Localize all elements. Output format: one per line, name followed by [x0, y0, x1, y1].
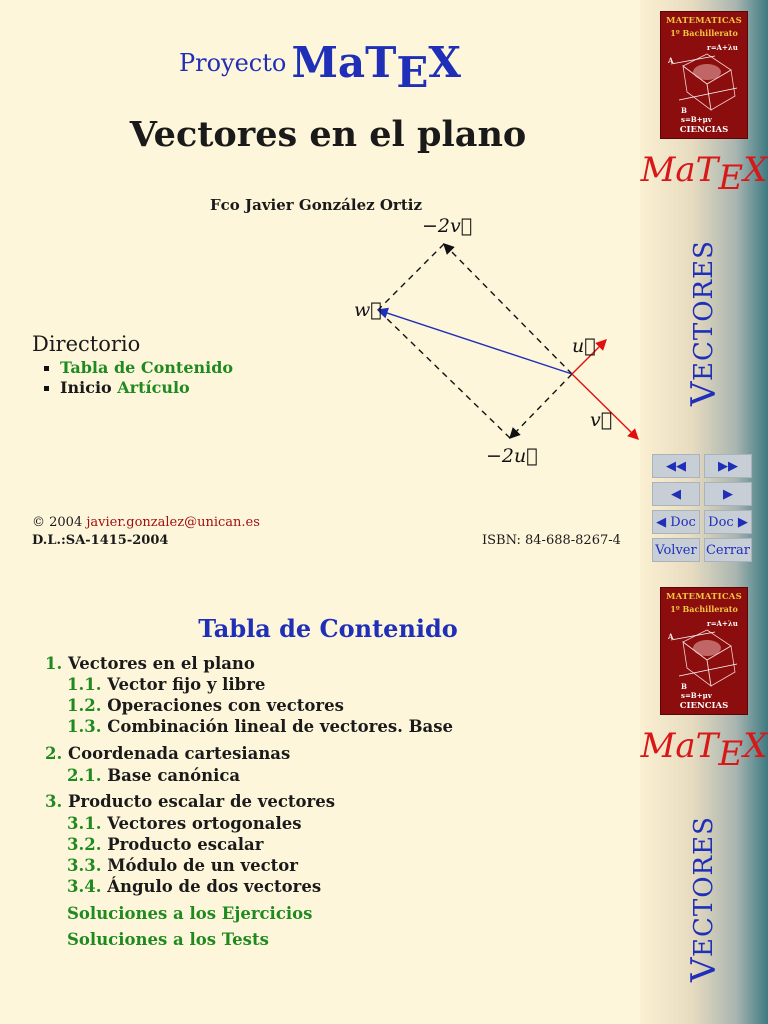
cover-bottom-label: CIENCIAS: [679, 125, 729, 135]
directorio-list: [32, 358, 233, 398]
next-page-button[interactable]: ▶: [704, 482, 752, 506]
sidebar-top: [640, 0, 768, 576]
title-page: [0, 0, 640, 576]
toc-item[interactable]: [67, 814, 302, 833]
toc-num: 3.3.: [67, 856, 102, 875]
cover-title: MATEMATICAS: [666, 16, 742, 26]
toc-num: 1.2.: [67, 696, 102, 715]
sidebar-section-title: [680, 810, 728, 988]
toc-item[interactable]: [67, 835, 263, 854]
toc-num: 3.1.: [67, 814, 102, 833]
copyright: [32, 515, 260, 530]
articulo-link[interactable]: Artículo: [117, 378, 190, 397]
toc-text: Producto escalar de vectores: [67, 792, 335, 811]
toc-num: 1.3.: [67, 717, 102, 736]
cover-a: A: [668, 632, 674, 641]
email-link[interactable]: javier.gonzalez@unican.es: [86, 515, 260, 530]
back-button[interactable]: Volver: [652, 538, 700, 562]
side-matex-x: X: [743, 726, 768, 766]
sidebar-bottom: [640, 576, 768, 1024]
cover-eq2: s=B+μv: [681, 691, 712, 700]
label-w: w⃗: [354, 299, 382, 321]
toc-title: Tabla de Contenido: [198, 614, 458, 643]
cover-subtitle: 1º Bachillerato: [670, 28, 738, 38]
label-minus2v: −2v⃗: [422, 215, 473, 237]
last-page-button[interactable]: ▶▶: [704, 454, 752, 478]
toc-link[interactable]: Tabla de Contenido: [60, 358, 234, 377]
vectores-rest: ECTORES: [689, 240, 719, 382]
inicio-label: Inicio: [60, 378, 112, 397]
directorio-heading: Directorio: [32, 332, 141, 356]
matex-ma: MaT: [291, 38, 397, 87]
toc-item[interactable]: [67, 877, 321, 896]
toc-text: Vector fijo y libre: [107, 675, 266, 694]
toc-item[interactable]: [67, 696, 344, 715]
toc-text: Base canónica: [107, 766, 241, 785]
label-v: v⃗: [590, 409, 613, 431]
toc-page: [0, 576, 640, 1024]
toc-item[interactable]: [45, 654, 255, 673]
cover-b: B: [681, 682, 687, 691]
cover-subtitle: 1º Bachillerato: [670, 604, 738, 614]
toc-num: 1.: [45, 654, 63, 673]
sidebar-matex-logo: [640, 726, 768, 774]
dashed-side-bottom: [378, 310, 510, 438]
vectores-initial: V: [684, 381, 724, 406]
cover-eq1: r=A+λu: [707, 619, 738, 628]
document-title: Vectores en el plano: [129, 114, 527, 155]
toc-text: Coordenada cartesianas: [67, 744, 291, 763]
toc-num: 3.: [45, 792, 63, 811]
toc-text: Módulo de un vector: [107, 856, 298, 875]
isbn: ISBN: 84-688-8267-4: [482, 533, 621, 548]
book-cover: [660, 11, 748, 139]
proyecto-label: Proyecto: [178, 49, 287, 77]
cover-b: B: [681, 106, 687, 115]
toc-item[interactable]: [67, 717, 453, 736]
cover-eq2: s=B+μv: [681, 115, 712, 124]
side-matex-x: X: [743, 150, 768, 190]
matex-e: E: [396, 48, 429, 97]
first-page-button[interactable]: ◀◀: [652, 454, 700, 478]
toc-item[interactable]: [67, 766, 240, 785]
cover-eq1: r=A+λu: [707, 43, 738, 52]
legal-deposit: D.L.:SA-1415-2004: [32, 533, 169, 548]
toc-text: Combinación lineal de vectores. Base: [107, 717, 454, 736]
cover-a: A: [668, 56, 674, 65]
copyright-year: © 2004: [32, 515, 83, 530]
sidebar-section-title: [680, 234, 728, 412]
minus2u-vector: [510, 374, 572, 438]
label-minus2u: −2u⃗: [486, 445, 538, 467]
sidebar-matex-logo: [640, 150, 768, 198]
toc-num: 1.1.: [67, 675, 102, 694]
solutions-exercises-link[interactable]: Soluciones a los Ejercicios: [67, 904, 313, 923]
solutions-tests-link[interactable]: Soluciones a los Tests: [67, 930, 269, 949]
toc-text: Ángulo de dos vectores: [107, 877, 322, 896]
toc-text: Operaciones con vectores: [107, 696, 344, 715]
directorio-item-toc: [60, 358, 233, 378]
side-matex-e: E: [718, 734, 744, 774]
cover-illustration-icon: [665, 40, 745, 124]
toc-item[interactable]: [45, 792, 335, 811]
matex-x: X: [428, 38, 462, 87]
toc-text: Producto escalar: [107, 835, 264, 854]
toc-text: Vectores ortogonales: [107, 814, 302, 833]
book-cover: [660, 587, 748, 715]
project-heading: [0, 38, 640, 97]
label-u: u⃗: [572, 335, 596, 357]
toc-text: Vectores en el plano: [67, 654, 255, 673]
vector-diagram: [340, 210, 645, 470]
toc-item[interactable]: [45, 744, 290, 763]
side-matex-ma: MaT: [640, 726, 719, 766]
author: Fco Javier González Ortiz: [210, 196, 422, 214]
dashed-side-top: [378, 244, 444, 310]
prev-page-button[interactable]: ◀: [652, 482, 700, 506]
side-matex-ma: MaT: [640, 150, 719, 190]
w-vector: [378, 310, 572, 374]
toc-item[interactable]: [67, 675, 265, 694]
close-button[interactable]: Cerrar: [704, 538, 752, 562]
next-doc-button[interactable]: Doc ▶: [704, 510, 752, 534]
toc-num: 3.4.: [67, 877, 102, 896]
directorio-item-inicio: [60, 378, 233, 398]
cover-title: MATEMATICAS: [666, 592, 742, 602]
toc-item[interactable]: [67, 856, 298, 875]
vectores-initial: V: [684, 957, 724, 982]
minus2v-vector: [444, 244, 572, 374]
vectores-rest: ECTORES: [689, 816, 719, 958]
cover-bottom-label: CIENCIAS: [679, 701, 729, 711]
side-matex-e: E: [718, 158, 744, 198]
directorio: [32, 332, 233, 398]
matex-logo: [291, 38, 461, 97]
toc-num: 3.2.: [67, 835, 102, 854]
cover-illustration-icon: [665, 616, 745, 700]
prev-doc-button[interactable]: ◀ Doc: [652, 510, 700, 534]
toc-num: 2.: [45, 744, 63, 763]
toc-num: 2.1.: [67, 766, 102, 785]
